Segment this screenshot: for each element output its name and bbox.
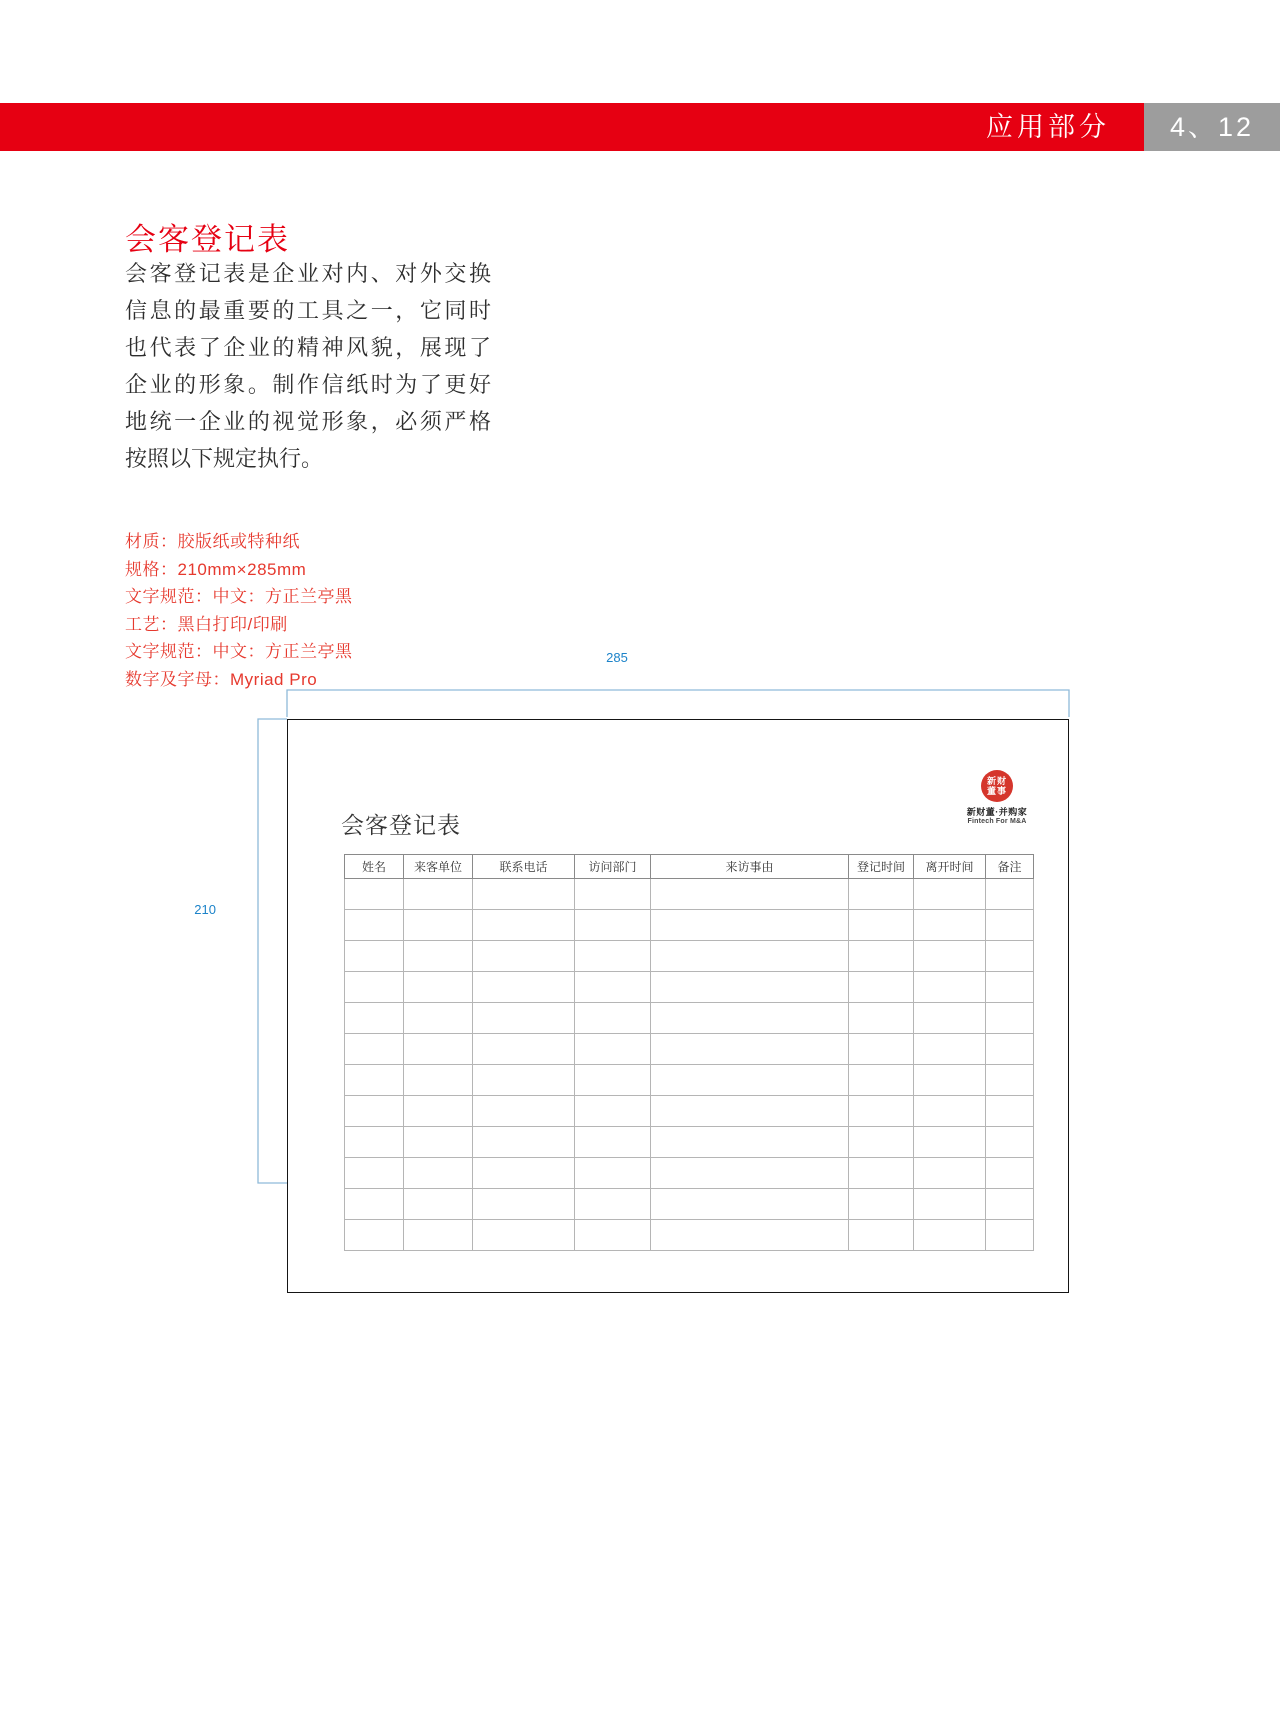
table-cell	[849, 941, 914, 972]
table-cell	[404, 1003, 473, 1034]
table-cell	[986, 1003, 1034, 1034]
table-cell	[345, 1220, 404, 1251]
table-cell	[345, 1127, 404, 1158]
paragraph-line: 企业的形象。制作信纸时为了更好	[125, 372, 491, 397]
table-cell	[345, 1003, 404, 1034]
paragraph-line: 按照以下规定执行。	[125, 446, 324, 471]
table-cell	[345, 1189, 404, 1220]
table-cell	[914, 1065, 986, 1096]
table-cell	[345, 1065, 404, 1096]
table-cell	[651, 1189, 849, 1220]
table-row	[345, 1127, 1034, 1158]
table-cell	[651, 1065, 849, 1096]
table-cell	[404, 1220, 473, 1251]
table-cell	[651, 910, 849, 941]
table-cell	[404, 1189, 473, 1220]
page-title: 会客登记表	[125, 222, 290, 257]
column-header: 离开时间	[914, 855, 986, 879]
spec-line-font-latin: 数字及字母：Myriad Pro	[125, 669, 318, 689]
height-dimension-line	[258, 719, 287, 1183]
table-cell	[849, 1003, 914, 1034]
table-cell	[849, 1096, 914, 1127]
table-cell	[914, 972, 986, 1003]
table-cell	[575, 879, 651, 910]
seal-text: 董事	[986, 786, 1007, 796]
table-row	[345, 1189, 1034, 1220]
spec-line-size: 规格：210mm×285mm	[125, 559, 307, 579]
form-mockup-paper	[287, 719, 1069, 1293]
table-cell	[473, 972, 575, 1003]
section-label: 应用部分	[986, 112, 1110, 142]
table-cell	[575, 1220, 651, 1251]
table-cell	[651, 1127, 849, 1158]
table-row	[345, 1096, 1034, 1127]
table-cell	[473, 910, 575, 941]
table-cell	[914, 1189, 986, 1220]
height-dimension-label: 210	[194, 902, 216, 917]
column-header: 备注	[986, 855, 1034, 879]
table-cell	[404, 1034, 473, 1065]
paragraph-line: 也代表了企业的精神风貌，展现了	[125, 335, 491, 360]
table-cell	[473, 1065, 575, 1096]
table-cell	[914, 1034, 986, 1065]
table-cell	[404, 1158, 473, 1189]
table-cell	[345, 879, 404, 910]
table-cell	[914, 879, 986, 910]
table-cell	[986, 1220, 1034, 1251]
table-cell	[345, 1096, 404, 1127]
table-row	[345, 972, 1034, 1003]
table-cell	[575, 1065, 651, 1096]
table-cell	[473, 1189, 575, 1220]
paragraph-line: 信息的最重要的工具之一，它同时	[125, 298, 491, 323]
table-cell	[849, 1034, 914, 1065]
table-cell	[849, 879, 914, 910]
table-cell	[404, 910, 473, 941]
table-cell	[575, 1034, 651, 1065]
table-cell	[651, 1096, 849, 1127]
column-header: 来客单位	[404, 855, 473, 879]
table-cell	[345, 1158, 404, 1189]
page-number: 4、12	[1169, 112, 1255, 142]
table-cell	[345, 1034, 404, 1065]
table-cell	[473, 1003, 575, 1034]
table-cell	[986, 1065, 1034, 1096]
table-cell	[849, 910, 914, 941]
table-row	[345, 1034, 1034, 1065]
table-cell	[651, 1003, 849, 1034]
table-cell	[986, 1127, 1034, 1158]
spec-line-material: 材质：胶版纸或特种纸	[125, 532, 300, 551]
table-cell	[404, 972, 473, 1003]
table-cell	[404, 879, 473, 910]
table-cell	[473, 879, 575, 910]
table-cell	[345, 910, 404, 941]
table-cell	[849, 1158, 914, 1189]
form-title: 会客登记表	[341, 812, 461, 838]
table-cell	[986, 941, 1034, 972]
table-cell	[986, 1096, 1034, 1127]
table-cell	[986, 879, 1034, 910]
table-cell	[575, 972, 651, 1003]
table-cell	[473, 1158, 575, 1189]
table-cell	[849, 1189, 914, 1220]
table-row	[345, 879, 1034, 910]
table-cell	[651, 879, 849, 910]
table-cell	[345, 941, 404, 972]
table-cell	[575, 1003, 651, 1034]
company-logo	[964, 770, 1030, 825]
paragraph-line: 地统一企业的视觉形象，必须严格	[125, 409, 491, 434]
table-cell	[473, 1034, 575, 1065]
table-cell	[914, 1127, 986, 1158]
table-cell	[575, 941, 651, 972]
table-cell	[986, 1189, 1034, 1220]
table-row	[345, 910, 1034, 941]
table-cell	[473, 1096, 575, 1127]
width-dimension-line	[287, 690, 1069, 717]
logo-seal-icon	[981, 770, 1013, 802]
spec-line-process: 工艺：黑白打印/印刷	[125, 614, 288, 634]
column-header: 访问部门	[575, 855, 651, 879]
table-cell	[986, 1158, 1034, 1189]
brand-name-cn: 新财董·并购家	[966, 807, 1028, 817]
table-cell	[575, 1158, 651, 1189]
table-cell	[575, 1127, 651, 1158]
seal-text: 新财	[986, 776, 1007, 786]
paragraph-line: 会客登记表是企业对内、对外交换	[125, 261, 491, 286]
table-cell	[651, 1158, 849, 1189]
column-header: 联系电话	[473, 855, 575, 879]
table-cell	[651, 1034, 849, 1065]
table-cell	[575, 1096, 651, 1127]
table-cell	[575, 1189, 651, 1220]
table-cell	[986, 910, 1034, 941]
brand-name-en: Fintech For M&A	[967, 818, 1027, 825]
spec-line-font-cn2: 文字规范：中文：方正兰亭黑	[125, 642, 353, 661]
table-cell	[914, 1158, 986, 1189]
table-cell	[651, 941, 849, 972]
table-row	[345, 1158, 1034, 1189]
column-header: 姓名	[345, 855, 404, 879]
table-cell	[914, 1220, 986, 1251]
table-cell	[575, 910, 651, 941]
table-header-row	[345, 855, 1034, 879]
table-cell	[849, 972, 914, 1003]
column-header: 登记时间	[849, 855, 914, 879]
column-header: 来访事由	[651, 855, 849, 879]
table-row	[345, 1065, 1034, 1096]
table-row	[345, 1003, 1034, 1034]
table-cell	[849, 1127, 914, 1158]
table-cell	[914, 941, 986, 972]
table-cell	[986, 1034, 1034, 1065]
table-cell	[473, 1220, 575, 1251]
table-cell	[986, 972, 1034, 1003]
table-cell	[473, 1127, 575, 1158]
table-cell	[473, 941, 575, 972]
table-cell	[404, 1065, 473, 1096]
spec-line-font-cn: 文字规范：中文：方正兰亭黑	[125, 587, 353, 606]
table-row	[345, 1220, 1034, 1251]
table-cell	[849, 1220, 914, 1251]
table-cell	[914, 1003, 986, 1034]
table-cell	[404, 1127, 473, 1158]
table-cell	[404, 941, 473, 972]
table-cell	[849, 1065, 914, 1096]
table-row	[345, 941, 1034, 972]
table-cell	[914, 1096, 986, 1127]
table-cell	[651, 972, 849, 1003]
width-dimension-label: 285	[606, 650, 628, 665]
table-cell	[651, 1220, 849, 1251]
table-cell	[404, 1096, 473, 1127]
table-cell	[914, 910, 986, 941]
visitor-table	[344, 854, 1034, 1251]
table-cell	[345, 972, 404, 1003]
